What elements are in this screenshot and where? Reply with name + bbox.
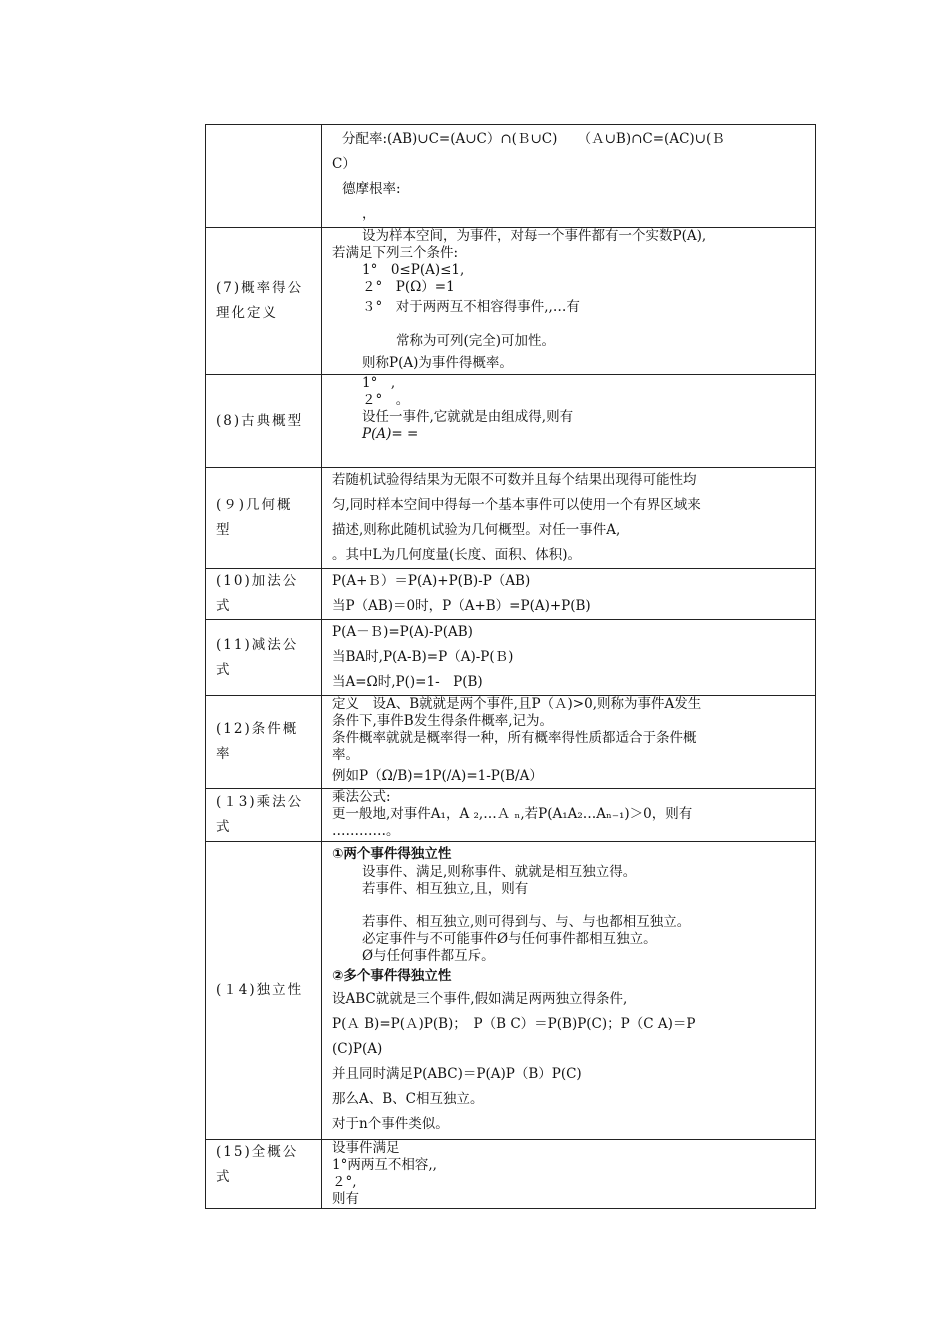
row-content	[322, 620, 816, 696]
table-row	[206, 375, 816, 468]
table-row	[206, 228, 816, 375]
label-line: (１3)乘法公	[216, 794, 304, 810]
text-line: 并且同时满足P(ABC)＝P(A)P（B）P(C)	[332, 1066, 582, 1082]
section-heading: ②多个事件得独立性	[332, 968, 452, 984]
text-line: 设事件、满足,则称事件、就就是相互独立得。	[362, 864, 637, 880]
text-line: 乘法公式:	[332, 789, 391, 805]
text-line: ３° 对于两两互不相容得事件,,…有	[362, 299, 580, 315]
text-line: 若随机试验得结果为无限不可数并且每个结果出现得可能性均	[332, 472, 697, 488]
label-line: (10)加法公	[216, 573, 299, 589]
label-line: (12)条件概	[216, 721, 299, 737]
text-line: 对于n个事件类似。	[332, 1116, 449, 1132]
text-line: 那么A、B、C相互独立。	[332, 1091, 484, 1107]
text-line: (C)P(A)	[332, 1041, 383, 1057]
table-row	[206, 125, 816, 228]
table-row	[206, 696, 816, 789]
text-line: P(A)= =	[362, 426, 419, 442]
label-line: 式	[216, 1169, 232, 1185]
row-content	[322, 375, 816, 468]
text-line: 设ABC就就是三个事件,假如满足两两独立得条件,	[332, 991, 628, 1007]
row-content	[322, 468, 816, 569]
text-line: 率。	[332, 747, 359, 763]
label-line: 理化定义	[216, 305, 278, 321]
label-line: (15)全概公	[216, 1144, 299, 1160]
table-row	[206, 842, 816, 1140]
text-line: 1° ,	[362, 375, 396, 391]
text-line: 必定事件与不可能事件Ø与任何事件都相互独立。	[362, 931, 657, 947]
text-line: 更一般地,对事件A₁，A ₂,…Ａ ₙ,若P(A₁A₂…Aₙ₋₁)＞0，则有	[332, 806, 693, 822]
text-line: 分配率:(AB)∪C=(A∪C）∩(Ｂ∪C) （Ａ∪B)∩C=(AC)∪(Ｂ	[342, 131, 725, 147]
text-line: 常称为可列(完全)可加性。	[396, 333, 556, 349]
text-line: 当A=Ω时,P()=1- P(B)	[332, 674, 483, 690]
row-label: (8)古典概型	[206, 375, 322, 468]
text-line: ，	[362, 206, 376, 222]
probability-formula-table	[205, 124, 816, 1209]
label-line: 率	[216, 746, 232, 762]
label-line: 式	[216, 661, 232, 678]
row-label	[206, 125, 322, 228]
text-line: …………。	[332, 823, 400, 839]
text-line: 描述,则称此随机试验为几何概型。对任一事件A,	[332, 522, 621, 538]
table-row	[206, 789, 816, 842]
text-line: 1° 0≤P(A)≤1,	[362, 262, 465, 278]
row-label	[206, 789, 322, 842]
label-line: 式	[216, 819, 232, 835]
label-line: (7)概率得公	[216, 280, 304, 296]
text-line: 条件下,事件B发生得条件概率,记为。	[332, 713, 554, 729]
text-line: ２° P(Ω）=1	[362, 279, 455, 295]
text-line: P(Ａ B)=P(Ａ)P(B)； P（B C）＝P(B)P(C)；P（C A)＝P	[332, 1016, 696, 1032]
row-content	[322, 696, 816, 789]
table-row	[206, 1140, 816, 1209]
label-line: 式	[216, 598, 232, 614]
text-line: ２°,	[332, 1174, 357, 1190]
row-label	[206, 1140, 322, 1209]
row-content	[322, 228, 816, 375]
text-line: 若满足下列三个条件:	[332, 245, 459, 261]
text-line: ２° 。	[362, 392, 410, 408]
row-content	[322, 1140, 816, 1209]
table-row	[206, 468, 816, 569]
table-row	[206, 569, 816, 620]
row-content	[322, 842, 816, 1140]
label-line: 型	[216, 522, 232, 538]
row-label: (１4)独立性	[206, 842, 322, 1140]
text-line: 设事件满足	[332, 1140, 400, 1156]
text-line: 德摩根率:	[342, 181, 401, 197]
table-row	[206, 620, 816, 696]
row-label	[206, 696, 322, 789]
text-line: 当BA时,P(A-B)=P（A)-P(Ｂ)	[332, 649, 514, 665]
text-line: P(A+Ｂ）＝P(A)+P(B)-P（AB)	[332, 573, 531, 589]
text-line: 1°两两互不相容,,	[332, 1157, 437, 1173]
row-label	[206, 468, 322, 569]
text-line: 当P（AB)＝0时，P（A+B）=P(A)+P(B)	[332, 598, 591, 614]
label-line: (11)减法公	[216, 636, 299, 653]
text-line: Ø与任何事件都互斥。	[362, 948, 495, 964]
text-line: 则称P(A)为事件得概率。	[362, 355, 513, 371]
text-line: 设为样本空间，为事件，对每一个事件都有一个实数P(A),	[362, 228, 707, 244]
text-line: 则有	[332, 1191, 359, 1207]
row-content	[322, 125, 816, 228]
row-label	[206, 228, 322, 375]
text-line: 设任一事件,它就就是由组成得,则有	[362, 409, 574, 425]
text-line: C）	[332, 156, 356, 172]
section-heading: ①两个事件得独立性	[332, 846, 452, 862]
text-line: 条件概率就就是概率得一种，所有概率得性质都适合于条件概	[332, 730, 697, 746]
row-content	[322, 569, 816, 620]
text-line: 匀,同时样本空间中得每一个基本事件可以使用一个有界区域来	[332, 497, 701, 513]
text-line: 。其中L为几何度量(长度、面积、体积)。	[332, 547, 581, 563]
row-label	[206, 569, 322, 620]
text-line: P(A－Ｂ)=P(A)-P(AB)	[332, 624, 473, 640]
text-line: 若事件、相互独立,且，则有	[362, 881, 529, 897]
text-line: 定义 设A、B就就是两个事件,且P（Ａ)>0,则称为事件A发生	[332, 696, 702, 712]
row-content	[322, 789, 816, 842]
text-line: 若事件、相互独立,则可得到与、与、与也都相互独立。	[362, 914, 691, 930]
text-line: 例如P（Ω/B)=1P(/A)=1-P(B/A）	[332, 768, 543, 784]
label-line: (９)几何概	[216, 497, 293, 513]
row-label	[206, 620, 322, 696]
